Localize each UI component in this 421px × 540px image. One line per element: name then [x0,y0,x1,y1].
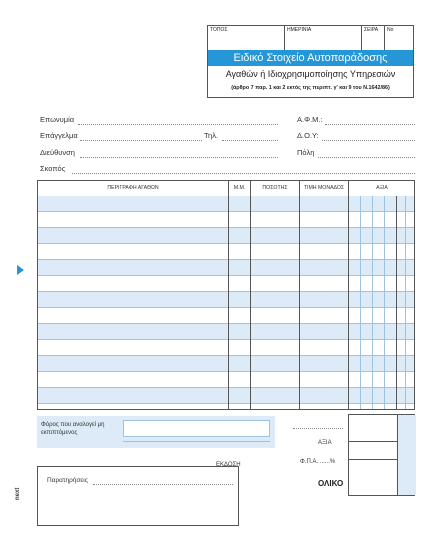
table-row[interactable] [38,260,414,276]
series-label: ΣΕΙΡΑ [364,27,379,33]
table-row[interactable] [38,372,414,388]
tel-label: Τηλ. [204,131,219,140]
fpa-label: Φ.Π.Α. ......% [300,459,336,465]
table-row[interactable] [38,196,414,212]
axia-input[interactable] [349,415,396,439]
document-header [207,25,414,98]
doy-field[interactable] [322,140,415,141]
col-quantity: ΠΟΣΟΤΗΣ [251,181,300,196]
notes-box[interactable] [37,466,239,526]
table-row[interactable] [38,308,414,324]
place-cell[interactable] [208,26,285,50]
skopos-field[interactable] [72,173,415,174]
table-row[interactable] [38,292,414,308]
tax-input[interactable] [123,420,270,437]
tel-field[interactable] [222,140,278,141]
axia-label: ΑΞΙΑ [318,440,332,446]
col-subdivider [372,196,373,410]
doy-label: Δ.Ο.Υ: [297,131,319,140]
skopos-label: Σκοπός [40,164,66,173]
col-unit-price: ΤΙΜΗ ΜΟΝΑΔΟΣ [300,181,349,196]
col-unit: Μ.Μ. [229,181,251,196]
afm-label: Α.Φ.Μ.: [297,115,323,124]
date-label: ΗΜΕΡΙΝΙΑ [287,27,312,33]
poli-field[interactable] [318,157,415,158]
series-cell[interactable] [362,26,385,50]
dieythynsi-field[interactable] [80,157,278,158]
poli-label: Πόλη [297,148,315,157]
eponymia-label: Επωνυμία [40,115,75,124]
table-row[interactable] [38,388,414,404]
table-row[interactable] [38,404,414,410]
col-subdivider [360,196,361,410]
page-marker-arrow [17,265,24,275]
goods-table [37,180,415,410]
col-divider [348,181,349,410]
document-title: Ειδικό Στοιχείο Αυτοπαράδοσης [208,50,413,66]
olika-input[interactable] [349,460,396,495]
table-row[interactable] [38,356,414,372]
col-value: ΑΞΙΑ [376,184,388,191]
col-divider [228,181,229,410]
legal-note: (άρθρο 7 παρ. 1 και 2 εκτός της περιπτ. γ' και 9 του Ν.1642/86) [231,85,390,91]
epangelma-label: Επάγγελμα [40,131,78,140]
epangelma-field[interactable] [80,140,202,141]
totals-dotted-line [293,428,343,429]
col-divider [250,181,251,410]
table-row[interactable] [38,324,414,340]
brand-logo: next [15,487,21,500]
date-cell[interactable] [285,26,362,50]
header-meta-row [208,26,413,51]
number-cell[interactable] [385,26,413,50]
table-row[interactable] [38,244,414,260]
tax-label: Φόρος που αναλογεί μη εκπιπτόμενος [41,422,105,436]
fpa-input[interactable] [349,441,396,458]
totals-shade [397,415,416,495]
tax-underline [123,441,270,442]
col-description: ΠΕΡΙΓΡΑΦΗ ΑΓΑΘΩΝ [38,181,229,196]
table-row[interactable] [38,340,414,356]
goods-table-body [38,196,414,410]
table-row[interactable] [38,212,414,228]
olika-label: ΟΛΙΚΟ [318,479,344,488]
afm-field[interactable] [325,124,415,125]
col-divider [396,196,397,410]
number-label: Νο [387,27,394,33]
document-subtitle: Αγαθών ή Ιδιοχρησιμοποίησης Υπηρεσιών [225,69,396,79]
tax-box [37,416,275,448]
col-subdivider [405,196,406,410]
col-subdivider [384,196,385,410]
table-row[interactable] [38,276,414,292]
col-divider [299,181,300,410]
table-row[interactable] [38,228,414,244]
place-label: ΤΟΠΟΣ [210,27,228,33]
dieythynsi-label: Διεύθυνση [40,148,75,157]
notes-label: Παρατηρήσεις [47,477,88,484]
ekdosi-label: ΕΚΔΟΣΗ [216,462,241,468]
goods-table-header [38,181,414,197]
eponymia-field[interactable] [78,124,278,125]
notes-line [93,484,233,485]
